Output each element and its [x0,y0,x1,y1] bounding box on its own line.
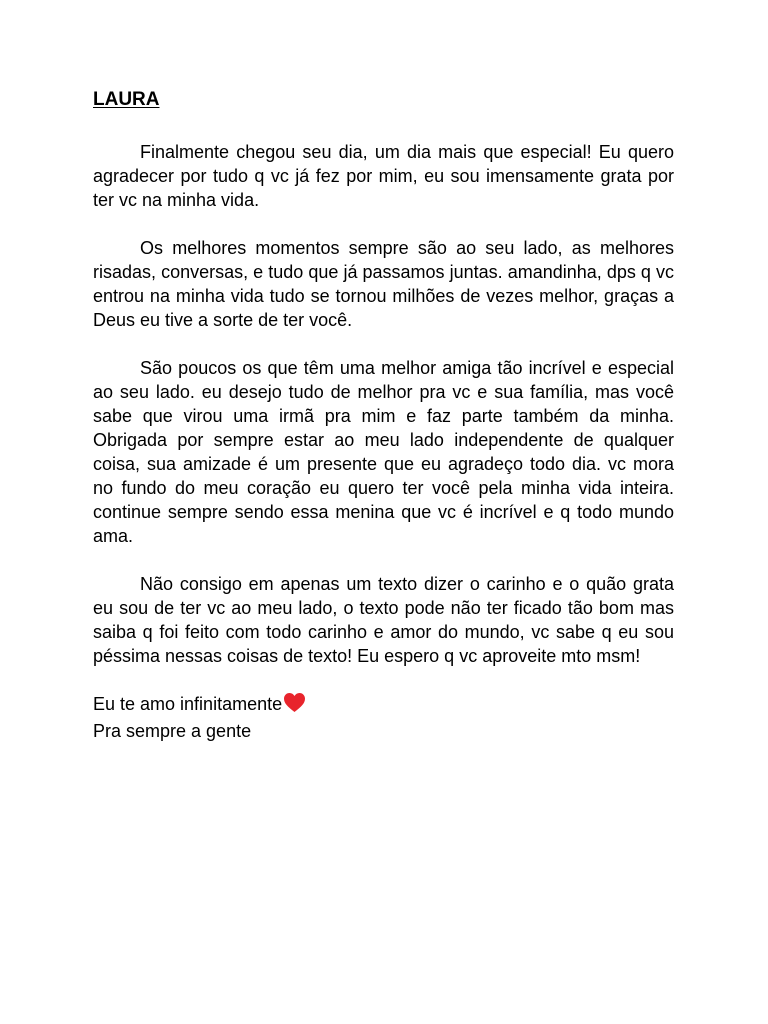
letter-title: LAURA [93,89,160,110]
letter-page [93,88,674,743]
paragraph-1: Finalmente chegou seu dia, um dia mais que especial! Eu quero agradecer por tudo q vc já fez por mim, eu sou imensamente grata por ter vc na minha vida. [93,142,674,210]
paragraph-2: Os melhores momentos sempre são ao seu lado, as melhores risadas, conversas, e tudo que já passamos juntas. amandinha, dps q vc entrou na minha vida tudo se tornou milhões de vezes melhor, graças a Deus eu tive a sorte de ter você. [93,238,674,330]
closing-line-1 [93,692,674,719]
paragraph-3: São poucos os que têm uma melhor amiga tão incrível e especial ao seu lado. eu desejo tudo de melhor pra vc e sua família, mas você sabe que virou uma irmã pra mim e faz parte também da minha. Obrigada por sempre estar ao meu lado independente de qualquer coisa, sua amizade é um presente que eu agradeço todo dia. vc mora no fundo do meu coração eu quero ter você pela minha vida inteira. continue sempre sendo essa menina que vc é incrível e q todo mundo ama. [93,358,674,546]
red-heart-icon [283,692,306,719]
closing-text-1: Eu te amo infinitamente [93,694,283,714]
paragraph-4: Não consigo em apenas um texto dizer o carinho e o quão grata eu sou de ter vc ao meu lado, o texto pode não ter ficado tão bom mas saiba q foi feito com todo carinho e amor do mundo, vc sabe q eu sou péssima nessas coisas de texto! Eu espero q vc aproveite mto msm! [93,574,674,666]
closing-line-2: Pra sempre a gente [93,721,252,741]
